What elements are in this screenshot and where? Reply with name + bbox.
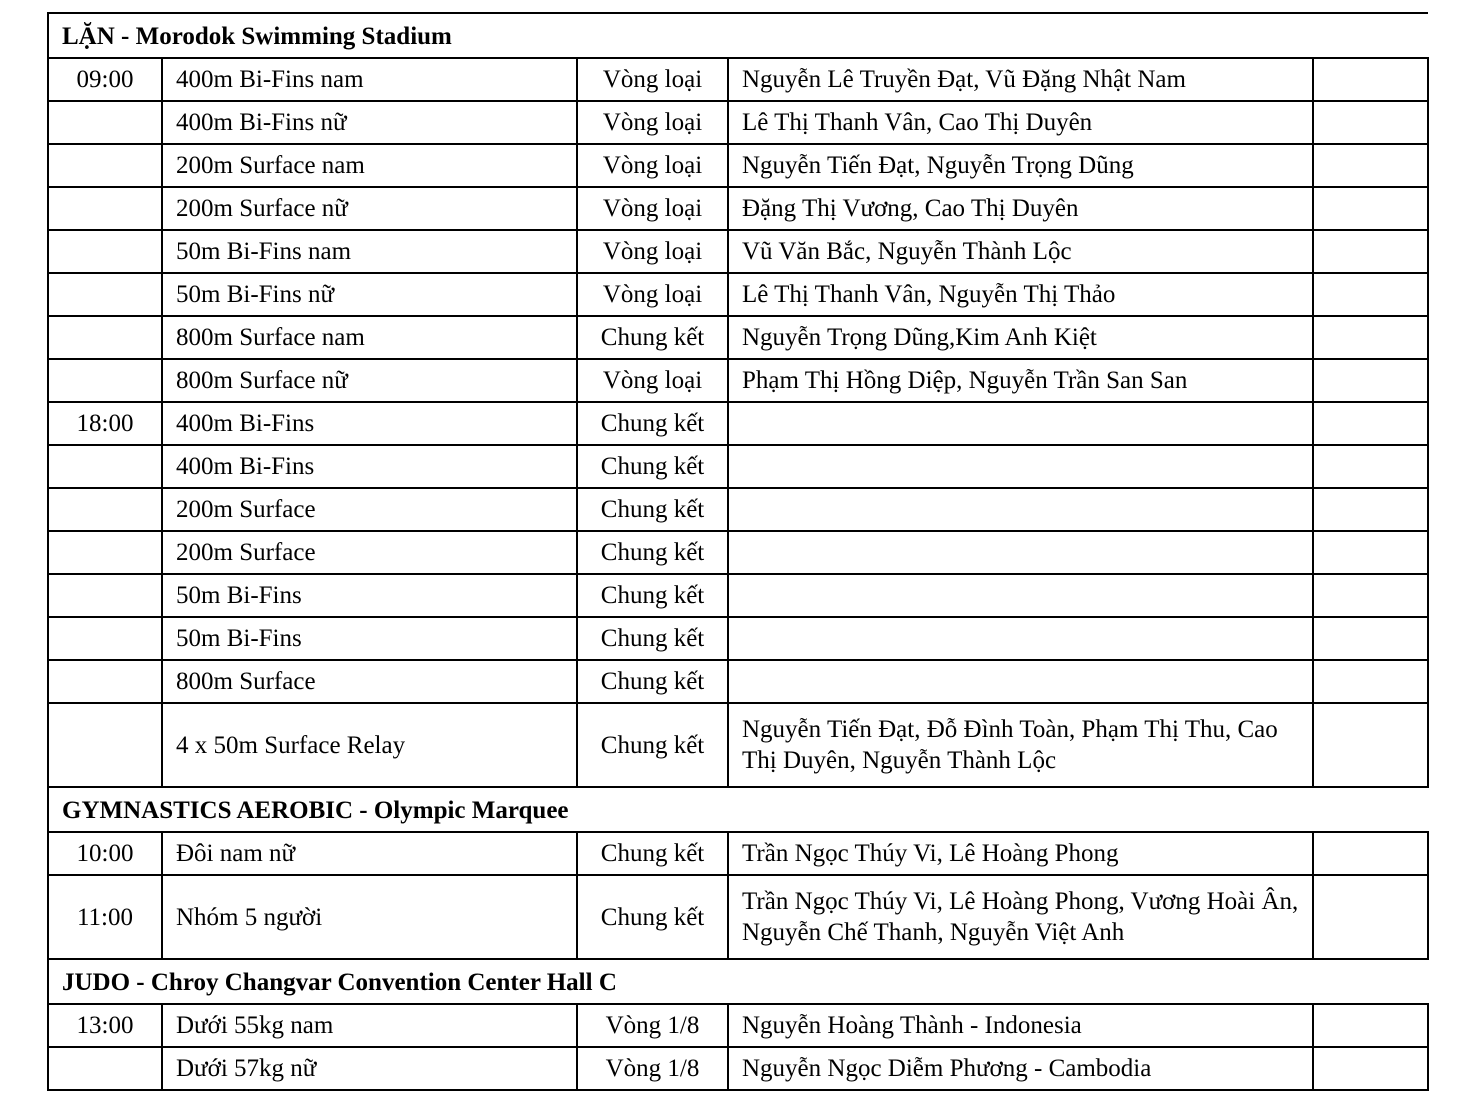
extra-cell [1313, 359, 1428, 402]
event-cell: 400m Bi-Fins [162, 445, 577, 488]
extra-cell [1313, 144, 1428, 187]
section-header-row [48, 787, 1428, 832]
event-cell: Dưới 57kg nữ [162, 1047, 577, 1090]
section-header-row [48, 13, 1428, 58]
athletes-cell: Đặng Thị Vương, Cao Thị Duyên [728, 187, 1313, 230]
athletes-cell: Lê Thị Thanh Vân, Cao Thị Duyên [728, 101, 1313, 144]
time-cell [48, 1047, 162, 1090]
event-cell: 400m Bi-Fins nữ [162, 101, 577, 144]
event-cell: 50m Bi-Fins nam [162, 230, 577, 273]
round-cell: Vòng 1/8 [577, 1047, 728, 1090]
extra-cell [1313, 101, 1428, 144]
round-cell: Chung kết [577, 617, 728, 660]
athletes-cell: Vũ Văn Bắc, Nguyễn Thành Lộc [728, 230, 1313, 273]
event-cell: 800m Surface [162, 660, 577, 703]
athletes-cell: Phạm Thị Hồng Diệp, Nguyễn Trần San San [728, 359, 1313, 402]
time-cell [48, 359, 162, 402]
round-cell: Vòng loại [577, 273, 728, 316]
athletes-cell [728, 445, 1313, 488]
round-cell: Vòng 1/8 [577, 1004, 728, 1047]
time-cell [48, 445, 162, 488]
event-cell: 400m Bi-Fins nam [162, 58, 577, 101]
schedule-row [48, 101, 1428, 144]
section-title: GYMNASTICS AEROBIC - Olympic Marquee [48, 787, 1428, 832]
event-cell: Dưới 55kg nam [162, 1004, 577, 1047]
round-cell: Chung kết [577, 703, 728, 787]
athletes-cell [728, 617, 1313, 660]
athletes-cell: Trần Ngọc Thúy Vi, Lê Hoàng Phong [728, 832, 1313, 875]
round-cell: Vòng loại [577, 359, 728, 402]
extra-cell [1313, 316, 1428, 359]
schedule-row [48, 617, 1428, 660]
extra-cell [1313, 875, 1428, 959]
schedule-row [48, 230, 1428, 273]
time-cell [48, 187, 162, 230]
athletes-cell [728, 574, 1313, 617]
athletes-cell [728, 402, 1313, 445]
schedule-row [48, 660, 1428, 703]
extra-cell [1313, 273, 1428, 316]
time-cell [48, 101, 162, 144]
event-cell: Nhóm 5 người [162, 875, 577, 959]
round-cell: Vòng loại [577, 230, 728, 273]
event-cell: 50m Bi-Fins nữ [162, 273, 577, 316]
schedule-row [48, 875, 1428, 959]
event-cell: 800m Surface nam [162, 316, 577, 359]
extra-cell [1313, 187, 1428, 230]
round-cell: Chung kết [577, 488, 728, 531]
schedule-row [48, 58, 1428, 101]
round-cell: Chung kết [577, 402, 728, 445]
extra-cell [1313, 488, 1428, 531]
time-cell [48, 660, 162, 703]
round-cell: Chung kết [577, 574, 728, 617]
schedule-row [48, 832, 1428, 875]
event-cell: Đôi nam nữ [162, 832, 577, 875]
event-cell: 200m Surface nữ [162, 187, 577, 230]
athletes-cell: Nguyễn Trọng Dũng,Kim Anh Kiệt [728, 316, 1313, 359]
schedule-row [48, 187, 1428, 230]
extra-cell [1313, 617, 1428, 660]
extra-cell [1313, 230, 1428, 273]
event-cell: 200m Surface [162, 531, 577, 574]
athletes-cell: Nguyễn Lê Truyền Đạt, Vũ Đặng Nhật Nam [728, 58, 1313, 101]
athletes-cell [728, 660, 1313, 703]
event-cell: 50m Bi-Fins [162, 574, 577, 617]
event-cell: 200m Surface [162, 488, 577, 531]
extra-cell [1313, 1047, 1428, 1090]
schedule-row [48, 531, 1428, 574]
event-cell: 50m Bi-Fins [162, 617, 577, 660]
athletes-cell: Nguyễn Hoàng Thành - Indonesia [728, 1004, 1313, 1047]
round-cell: Chung kết [577, 832, 728, 875]
time-cell [48, 144, 162, 187]
extra-cell [1313, 1004, 1428, 1047]
schedule-row [48, 488, 1428, 531]
athletes-cell: Trần Ngọc Thúy Vi, Lê Hoàng Phong, Vương Hoài Ân, Nguyễn Chế Thanh, Nguyễn Việt Anh [728, 875, 1313, 959]
round-cell: Vòng loại [577, 58, 728, 101]
schedule-row [48, 1047, 1428, 1090]
extra-cell [1313, 574, 1428, 617]
time-cell [48, 617, 162, 660]
time-cell: 09:00 [48, 58, 162, 101]
schedule-row [48, 359, 1428, 402]
schedule-row [48, 1004, 1428, 1047]
schedule-document [47, 12, 1427, 1091]
event-cell: 4 x 50m Surface Relay [162, 703, 577, 787]
schedule-table [47, 12, 1429, 1091]
round-cell: Vòng loại [577, 101, 728, 144]
athletes-cell: Nguyễn Ngọc Diễm Phương - Cambodia [728, 1047, 1313, 1090]
section-title: LẶN - Morodok Swimming Stadium [48, 13, 1428, 58]
schedule-row [48, 574, 1428, 617]
extra-cell [1313, 660, 1428, 703]
time-cell [48, 703, 162, 787]
round-cell: Chung kết [577, 660, 728, 703]
athletes-cell: Nguyễn Tiến Đạt, Nguyễn Trọng Dũng [728, 144, 1313, 187]
round-cell: Chung kết [577, 531, 728, 574]
time-cell: 11:00 [48, 875, 162, 959]
section-title: JUDO - Chroy Changvar Convention Center Hall C [48, 959, 1428, 1004]
time-cell [48, 230, 162, 273]
time-cell: 18:00 [48, 402, 162, 445]
extra-cell [1313, 58, 1428, 101]
event-cell: 800m Surface nữ [162, 359, 577, 402]
time-cell [48, 574, 162, 617]
time-cell: 13:00 [48, 1004, 162, 1047]
round-cell: Chung kết [577, 875, 728, 959]
schedule-row [48, 316, 1428, 359]
schedule-row [48, 402, 1428, 445]
extra-cell [1313, 531, 1428, 574]
time-cell [48, 316, 162, 359]
event-cell: 400m Bi-Fins [162, 402, 577, 445]
schedule-row [48, 273, 1428, 316]
schedule-table-body [48, 13, 1428, 1090]
extra-cell [1313, 832, 1428, 875]
athletes-cell [728, 531, 1313, 574]
round-cell: Chung kết [577, 445, 728, 488]
athletes-cell: Lê Thị Thanh Vân, Nguyễn Thị Thảo [728, 273, 1313, 316]
time-cell [48, 531, 162, 574]
extra-cell [1313, 402, 1428, 445]
extra-cell [1313, 703, 1428, 787]
time-cell [48, 273, 162, 316]
round-cell: Vòng loại [577, 187, 728, 230]
athletes-cell: Nguyễn Tiến Đạt, Đỗ Đình Toàn, Phạm Thị Thu, Cao Thị Duyên, Nguyễn Thành Lộc [728, 703, 1313, 787]
schedule-row [48, 144, 1428, 187]
round-cell: Vòng loại [577, 144, 728, 187]
athletes-cell [728, 488, 1313, 531]
time-cell [48, 488, 162, 531]
time-cell: 10:00 [48, 832, 162, 875]
section-header-row [48, 959, 1428, 1004]
schedule-row [48, 445, 1428, 488]
schedule-row [48, 703, 1428, 787]
round-cell: Chung kết [577, 316, 728, 359]
event-cell: 200m Surface nam [162, 144, 577, 187]
extra-cell [1313, 445, 1428, 488]
